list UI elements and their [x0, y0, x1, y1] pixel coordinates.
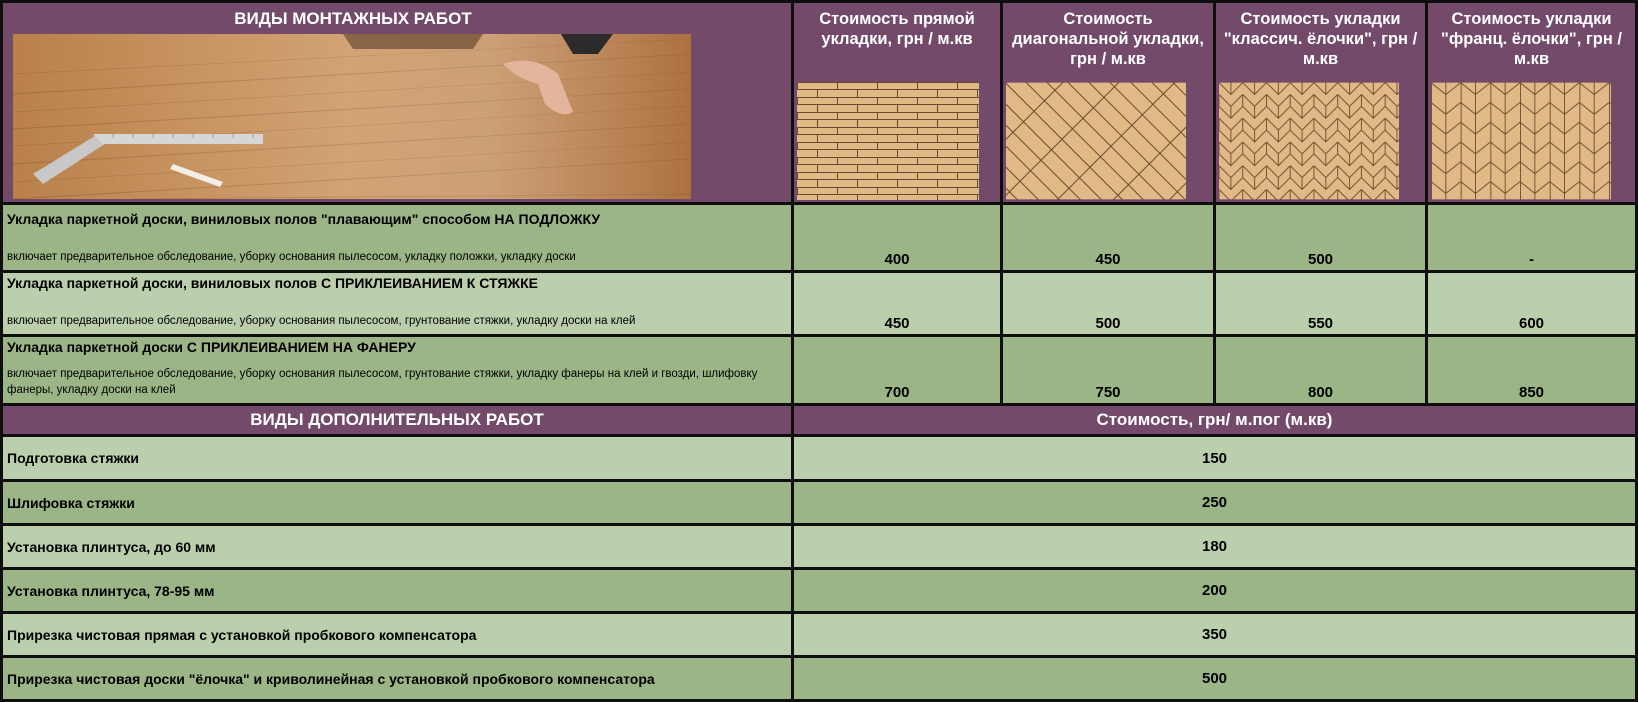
price-value: 450: [884, 315, 910, 332]
row-3-title: Укладка паркетной доски С ПРИКЛЕИВАНИЕМ НА ФАНЕРУ: [7, 339, 416, 355]
additional-item-price: 150: [794, 437, 1635, 479]
additional-item-label: Прирезка чистовая прямая с установкой пробкового компенсатора: [3, 614, 791, 655]
header-col-herringbone: [1216, 3, 1425, 202]
price-value: 400: [884, 251, 910, 268]
row-1-desc: включает предварительное обследование, уборку основания пылесосом, укладку положки, укладку доски: [7, 251, 576, 263]
additional-item-label: Установка плинтуса, до 60 мм: [3, 526, 791, 567]
header-main-cell: [3, 3, 791, 202]
additional-item-label: Установка плинтуса, 78-95 мм: [3, 570, 791, 611]
additional-item-label: Прирезка чистовая доски "ёлочка" и криволинейная с установкой пробкового компенсатора: [3, 658, 791, 699]
header-col-label: Стоимость укладки "классич. ёлочки", грн / м.кв: [1223, 10, 1418, 68]
price-value: 700: [884, 384, 910, 401]
additional-item-label: Шлифовка стяжки: [3, 482, 791, 523]
diagonal-pattern-icon: [1006, 82, 1186, 200]
herringbone-pattern-icon: [1219, 82, 1399, 200]
additional-title: ВИДЫ ДОПОЛНИТЕЛЬНЫХ РАБОТ: [3, 406, 791, 434]
row-2-price-herringbone: [1216, 273, 1425, 334]
row-2-price-diagonal: [1003, 273, 1213, 334]
row-3-price-herringbone: [1216, 337, 1425, 403]
header-col-diagonal: [1003, 3, 1213, 202]
row-3-desc: включает предварительное обследование, уборку основания пылесосом, грунтование стяжки, укладку фанеры на клей и гвозди, шлифовку фанеры, укладку доски на клей: [7, 368, 758, 396]
straight-pattern-icon: [797, 82, 979, 200]
price-value: 500: [1095, 315, 1121, 332]
additional-item-price: 200: [794, 570, 1635, 611]
row-2-price-chevron: [1428, 273, 1635, 334]
row-1-price-diagonal: [1003, 205, 1213, 270]
flooring-photo: [13, 34, 691, 199]
additional-item-label: Подготовка стяжки: [3, 437, 791, 479]
chevron-pattern-icon: [1431, 82, 1611, 200]
row-1-price-herringbone: [1216, 205, 1425, 270]
price-value: 600: [1518, 315, 1545, 332]
price-value: 750: [1095, 384, 1121, 401]
price-value: 550: [1307, 315, 1334, 332]
row-2-title: Укладка паркетной доски, виниловых полов С ПРИКЛЕИВАНИЕМ К СТЯЖКЕ: [7, 275, 538, 291]
row-2-label-cell: [3, 273, 791, 334]
header-col-label: Стоимость прямой укладки, грн / м.кв: [819, 10, 975, 48]
row-2-desc: включает предварительное обследование, уборку основания пылесосом, грунтование стяжки, укладку доски на клей: [7, 315, 636, 327]
price-value: 450: [1095, 251, 1121, 268]
row-3-price-diagonal: [1003, 337, 1213, 403]
price-value: -: [1529, 251, 1534, 268]
price-value: 500: [1307, 251, 1334, 268]
row-3-label-cell: [3, 337, 791, 403]
price-value: 850: [1518, 384, 1545, 401]
additional-price-header: Стоимость, грн/ м.пог (м.кв): [794, 406, 1635, 434]
price-value: 800: [1307, 384, 1334, 401]
header-col-label: Стоимость диагональной укладки, грн / м.кв: [1012, 10, 1204, 68]
header-col-label: Стоимость укладки "франц. ёлочки", грн / м.кв: [1441, 10, 1622, 68]
row-3-price-chevron: [1428, 337, 1635, 403]
row-2-price-straight: [794, 273, 1000, 334]
row-3-price-straight: [794, 337, 1000, 403]
additional-item-price: 250: [794, 482, 1635, 523]
additional-item-price: 180: [794, 526, 1635, 567]
additional-item-price: 500: [794, 658, 1635, 699]
header-col-straight: [794, 3, 1000, 202]
header-col-chevron: [1428, 3, 1635, 202]
additional-item-price: 350: [794, 614, 1635, 655]
row-1-price-straight: [794, 205, 1000, 270]
main-title: ВИДЫ МОНТАЖНЫХ РАБОТ: [234, 9, 472, 28]
row-1-label-cell: [3, 205, 791, 270]
row-1-title: Укладка паркетной доски, виниловых полов "плавающим" способом НА ПОДЛОЖКУ: [7, 211, 601, 227]
row-1-price-chevron: [1428, 205, 1635, 270]
